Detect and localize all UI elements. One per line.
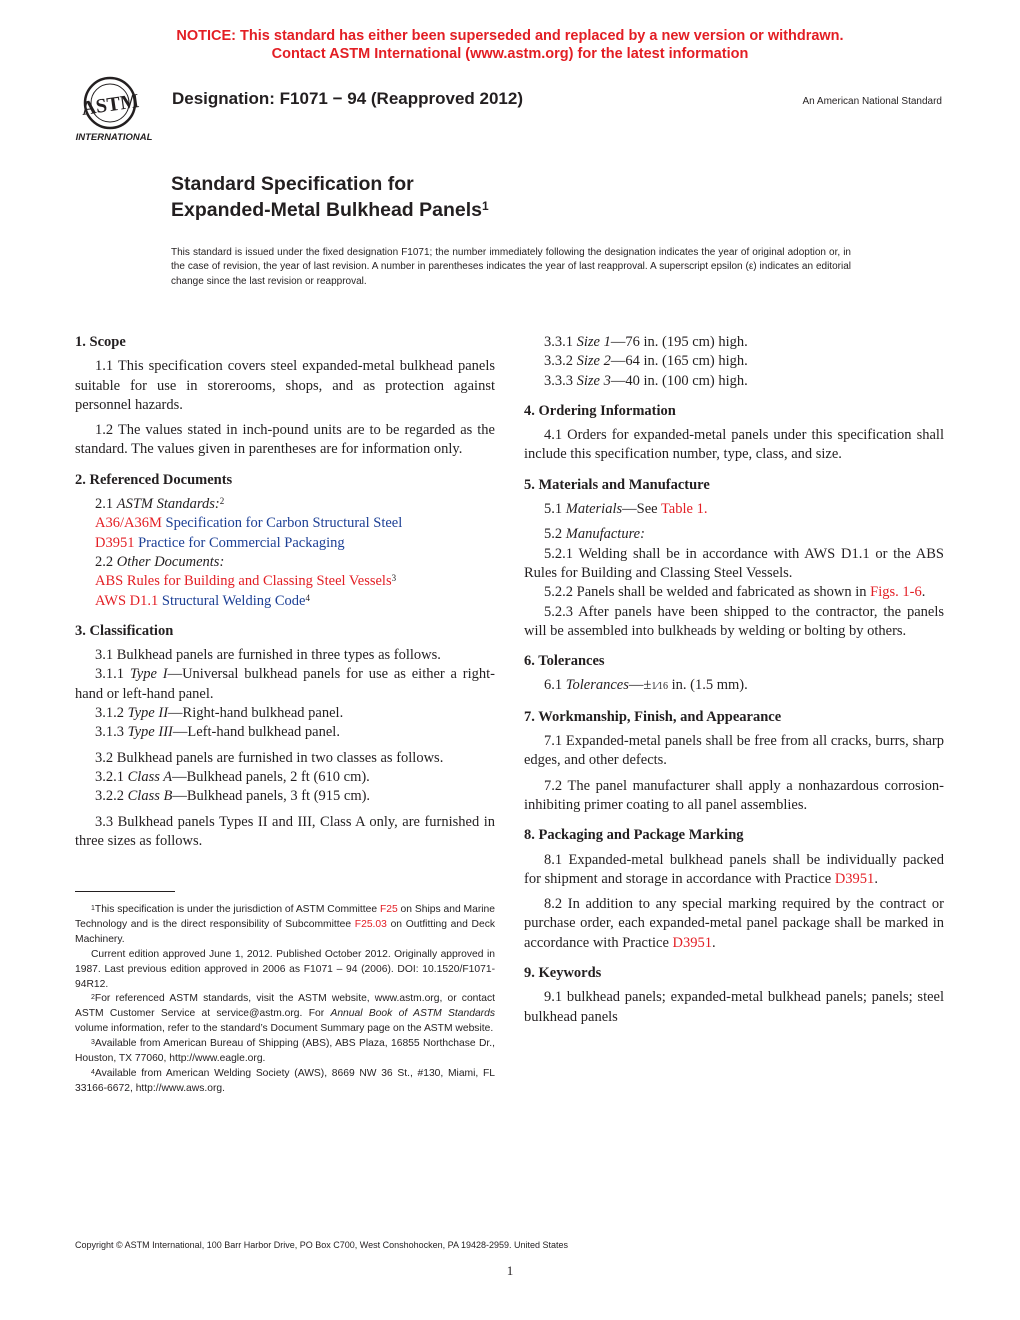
footnote-1-edition: Current edition approved June 1, 2012. Published October 2012. Originally approved in 1987. Last previous edition approved in 2006 as F1071 – 94 (2006). DOI: 10.1520/F1071-94R12. (75, 948, 495, 990)
paragraph-3-3: 3.3 Bulkhead panels Types II and III, Class A only, are furnished in three sizes as follows. (75, 813, 495, 849)
paragraph-3-1: 3.1 Bulkhead panels are furnished in three types as follows. (95, 647, 441, 664)
paragraph-3-1-1: 3.1.1 Type I—Universal bulkhead panels for use as either a right-hand or left-hand panel. (75, 666, 495, 702)
footnote-2: $^2$For referenced ASTM standards, visit the ASTM website, www.astm.org, or contact ASTM Customer Service at service@astm.org. For Annual Book of ASTM Standards volume information, refer to the standard’s Document Summary page on the ASTM website. (75, 993, 495, 1035)
section-heading-materials: 5. Materials and Manufacture (524, 476, 710, 493)
issuance-statement: This standard is issued under the fixed designation F1071; the number immediately following the designation indicates the year of original adoption or, in the case of revision, the year of last revision. A number in parentheses indicates the year of last reapproval. A superscript epsilon (ε) indicates an editorial change since the last revision or reapproval. (171, 247, 851, 287)
paragraph-5-2-1: 5.2.1 Welding shall be in accordance with AWS D1.1 or the ABS Rules for Building and Classing Steel Vessels. (524, 545, 944, 581)
link-f25-03[interactable]: F25.03 (354, 918, 387, 930)
withdrawal-notice (0, 27, 1020, 63)
notice-line-2: Contact ASTM International (www.astm.org) for the latest information (271, 46, 749, 62)
paragraph-4-1: 4.1 Orders for expanded-metal panels under this specification shall include this specification number, type, class, and size. (524, 427, 944, 463)
paragraph-7-2: 7.2 The panel manufacturer shall apply a nonhazardous corrosion-inhibiting primer coating to all panel assemblies. (524, 777, 944, 813)
reference-abs-rules[interactable]: ABS Rules for Building and Classing Steel Vessels$^3$ (95, 573, 397, 590)
right-column (524, 333, 944, 1033)
logo-mark: ASTM (80, 90, 141, 120)
link-d3951-a[interactable]: D3951 (834, 870, 875, 887)
link-d3951-b[interactable]: D3951 (672, 934, 713, 951)
link-table-1[interactable]: Table 1. (660, 501, 708, 518)
paragraph-6-1: 6.1 Tolerances—±1⁄16 in. (1.5 mm). (544, 677, 748, 694)
footnotes (75, 903, 495, 1097)
paragraph-3-3-1: 3.3.1 Size 1—76 in. (195 cm) high. (544, 334, 748, 350)
designation: Designation: F1071 − 94 (Reapproved 2012) (172, 89, 523, 108)
paragraph-2-1: 2.1 ASTM Standards:$^2$ (95, 496, 225, 513)
paragraph-7-1: 7.1 Expanded-metal panels shall be free from all cracks, burrs, sharp edges, and other defects. (524, 733, 944, 769)
reference-d3951[interactable]: D3951 Practice for Commercial Packaging (95, 534, 345, 551)
section-heading-keywords: 9. Keywords (524, 965, 602, 982)
astm-logo-icon (66, 72, 162, 144)
notice-line-1: NOTICE: This standard has either been superseded and replaced by a new version or withdrawn. (176, 28, 844, 44)
section-heading-tolerances: 6. Tolerances (524, 653, 605, 670)
footnote-ref-2[interactable]: 2 (219, 496, 225, 507)
document-title (171, 171, 489, 223)
section-heading-scope: 1. Scope (75, 334, 126, 350)
link-figs-1-6[interactable]: Figs. 1-6 (870, 584, 922, 601)
paragraph-9-1: 9.1 bulkhead panels; expanded-metal bulkhead panels; panels; steel bulkhead panels (524, 989, 944, 1025)
footnote-1: $^1$This specification is under the jurisdiction of ASTM Committee F25 on Ships and Marine Technology and is the direct responsibility of Subcommittee F25.03 on Outfitting and Deck Machinery. (75, 904, 496, 945)
section-heading-packaging: 8. Packaging and Package Marking (524, 827, 744, 844)
paragraph-5-2-3: 5.2.3 After panels have been shipped to the contractor, the panels will be assembled into bulkheads by welding or bolting by others. (524, 603, 944, 639)
paragraph-8-2: 8.2 In addition to any special marking required by the contract or purchase order, each expanded-metal panel package shall be marked in accordance with Practice D3951. (524, 896, 944, 951)
paragraph-3-3-3: 3.3.3 Size 3—40 in. (100 cm) high. (544, 372, 748, 389)
paragraph-3-1-3: 3.1.3 Type III—Left-hand bulkhead panel. (95, 724, 340, 741)
paragraph-5-2: 5.2 Manufacture: (544, 526, 645, 543)
logo-text: INTERNATIONAL (75, 132, 153, 143)
section-heading-workmanship: 7. Workmanship, Finish, and Appearance (524, 708, 782, 725)
paragraph-2-2: 2.2 Other Documents: (95, 553, 225, 570)
title-line-1: Standard Specification for (171, 173, 414, 195)
paragraph-3-1-2: 3.1.2 Type II—Right-hand bulkhead panel. (95, 705, 344, 722)
page-number: 1 (506, 1263, 514, 1278)
paragraph-1-2: 1.2 The values stated in inch-pound units are to be regarded as the standard. The values given in parentheses are for information only. (75, 422, 495, 458)
paragraph-1-1: 1.1 This specification covers steel expanded-metal bulkhead panels suitable for use in storerooms, shops, and as protection against personnel hazards. (75, 358, 495, 413)
copyright: Copyright © ASTM International, 100 Barr Harbor Drive, PO Box C700, West Conshohocken, PA 19428-2959. United States (75, 1240, 569, 1250)
american-national-standard: An American National Standard (802, 96, 942, 107)
paragraph-3-2-1: 3.2.1 Class A—Bulkhead panels, 2 ft (610 cm). (95, 768, 370, 785)
section-heading-referenced-documents: 2. Referenced Documents (75, 471, 233, 488)
section-heading-ordering-information: 4. Ordering Information (524, 402, 676, 419)
left-column (75, 333, 495, 857)
paragraph-3-2-2: 3.2.2 Class B—Bulkhead panels, 3 ft (915 cm). (95, 788, 371, 805)
paragraph-5-1: 5.1 Materials—See Table 1. (544, 501, 708, 518)
paragraph-3-3-2: 3.3.2 Size 2—64 in. (165 cm) high. (544, 353, 748, 370)
reference-aws-d1-1[interactable]: AWS D1.1 Structural Welding Code$^4$ (95, 592, 310, 609)
footnote-3: $^3$Available from American Bureau of Shipping (ABS), ABS Plaza, 16855 Northchase Dr., Houston, TX 77060, http://www.eagle.org. (75, 1038, 495, 1065)
link-f25[interactable]: F25 (379, 904, 398, 915)
paragraph-3-2: 3.2 Bulkhead panels are furnished in two classes as follows. (95, 749, 444, 766)
paragraph-5-2-2: 5.2.2 Panels shall be welded and fabricated as shown in Figs. 1-6. (544, 584, 926, 601)
footnote-divider (75, 891, 175, 892)
footnote-4: $^4$Available from American Welding Society (AWS), 8669 NW 36 St., #130, Miami, FL 33166-6672, http://www.aws.org. (75, 1067, 495, 1094)
section-heading-classification: 3. Classification (75, 622, 174, 639)
title-line-2: Expanded-Metal Bulkhead Panels$^1$ (171, 199, 489, 221)
reference-a36[interactable]: A36/A36M Specification for Carbon Structural Steel (95, 515, 403, 532)
title-footnote-ref[interactable]: 1 (482, 199, 489, 213)
paragraph-8-1: 8.1 Expanded-metal bulkhead panels shall be individually packed for shipment and storage in accordance with Practice D3951. (524, 851, 944, 887)
